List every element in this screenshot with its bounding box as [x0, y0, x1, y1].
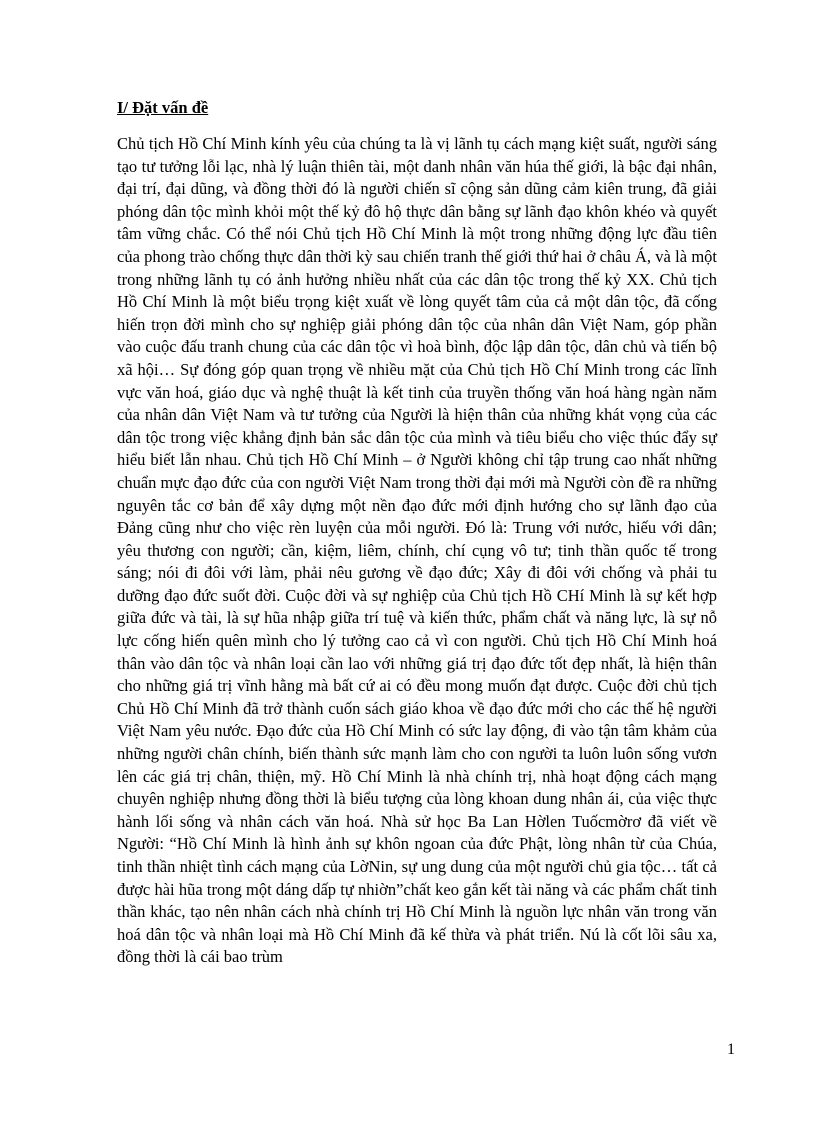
- section-heading: I/ Đặt vấn đề: [117, 98, 209, 117]
- page-number: 1: [727, 1041, 735, 1058]
- body-paragraph: Chủ tịch Hồ Chí Minh kính yêu của chúng ta là vị lãnh tụ cách mạng kiệt suất, người sáng tạo tư tưởng lỗi lạc, nhà lý luận thiên tài, một danh nhân văn húa thế giới, là bậc đại nhân, đại trí, đại dũng, và đồng thời đó là người chiến sĩ cộng sản dũng cảm kiên trung, đã giải phóng dân tộc mình khỏi một thế kỷ đô hộ thực dân bằng sự lãnh đạo khôn khéo và quyết tâm vững chắc. Có thể nói Chủ tịch Hồ Chí Minh là một trong những động lực đầu tiên của phong trào chống thực dân thời kỳ sau chiến tranh thế giới thứ hai ở châu Á, và là một trong những lãnh tụ có ảnh hưởng nhiều nhất của các dân tộc trong thế kỷ XX. Chủ tịch Hồ Chí Minh là một biểu trọng kiệt xuất về lòng quyết tâm của cả một dân tộc, đã cống hiến trọn đời mình cho sự nghiệp giải phóng dân tộc của nhân dân Việt Nam, góp phần vào cuộc đấu tranh chung của các dân tộc vì hoà bình, độc lập dân tộc, dân chủ và tiến bộ xã hội… Sự đóng góp quan trọng về nhiều mặt của Chủ tịch Hồ Chí Minh trong các lĩnh vực văn hoá, giáo dục và nghệ thuật là kết tinh của truyền thống văn hoá hàng ngàn năm của nhân dân Việt Nam và tư tưởng của Người là hiện thân của những khát vọng của các dân tộc trong việc khẳng định bản sắc dân tộc của mình và tiêu biểu cho việc thúc đẩy sự hiểu biết lẫn nhau. Chủ tịch Hồ Chí Minh – ở Người không chỉ tập trung cao nhất những chuẩn mực đạo đức của con người Việt Nam trong thời đại mới mà Người còn đề ra những nguyên tắc cơ bản để xây dựng một nền đạo đức mới định hướng cho sự lãnh đạo của Đảng cũng như cho việc rèn luyện của mỗi người. Đó là: Trung với nước, hiếu với dân; yêu thương con người; cần, kiệm, liêm, chính, chí cụng vô tư; tinh thần quốc tế trong sáng; nói đi đôi với làm, phải nêu gương về đạo đức; Xây đi đôi với chống và phải tu dưỡng đạo đức suốt đời. Cuộc đời và sự nghiệp của Chủ tịch Hồ CHí Minh là sự kết hợp giữa đức và tài, là sự hũa nhập giữa trí tuệ và kiến thức, phẩm chất và năng lực, là sự nỗ lực cống hiến quên mình cho lý tưởng cao cả vì con người. Chủ tịch Hồ Chí Minh hoá thân vào dân tộc và nhân loại cần lao với những giá trị đạo đức tốt đẹp nhất, là hiện thân cho những giá trị vĩnh hằng mà bất cứ ai có đều mong muốn đạt được. Cuộc đời chủ tịch Chủ Hồ Chí Minh đã trở thành cuốn sách giáo khoa về đạo đức mới cho các thế hệ người Việt Nam yêu nước. Đạo đức của Hồ Chí Minh có sức lay động, đi vào tận tâm khảm của những người chân chính, biến thành sức mạnh làm cho con người ta luôn luôn sống vươn lên các giá trị chân, thiện, mỹ. Hồ Chí Minh là nhà chính trị, nhà hoạt động cách mạng chuyên nghiệp nhưng đồng thời là biểu tượng của lòng khoan dung nhân ái, của việc thực hành lối sống và nhân cách văn hoá. Nhà sử học Ba Lan Hờlen Tuốcmờrơ đã viết về Người: “Hồ Chí Minh là hình ảnh sự khôn ngoan của đức Phật, lòng nhân từ của Chúa, tinh thần nhiệt tình cách mạng của LờNin, sự ung dung của một người chủ gia tộc… tất cả được hài hũa trong một dáng dấp tự nhiờn”chất keo gắn kết tài năng và các phẩm chất tinh thần khác, tạo nên nhân cách nhà chính trị Hồ Chí Minh là nguồn lực nhân văn trong văn hoá dân tộc và nhân loại mà Hồ Chí Minh đã kế thừa và phát triển. Nú là cốt lõi sâu xa, đồng thời là cái bao trùm: [117, 134, 717, 967]
